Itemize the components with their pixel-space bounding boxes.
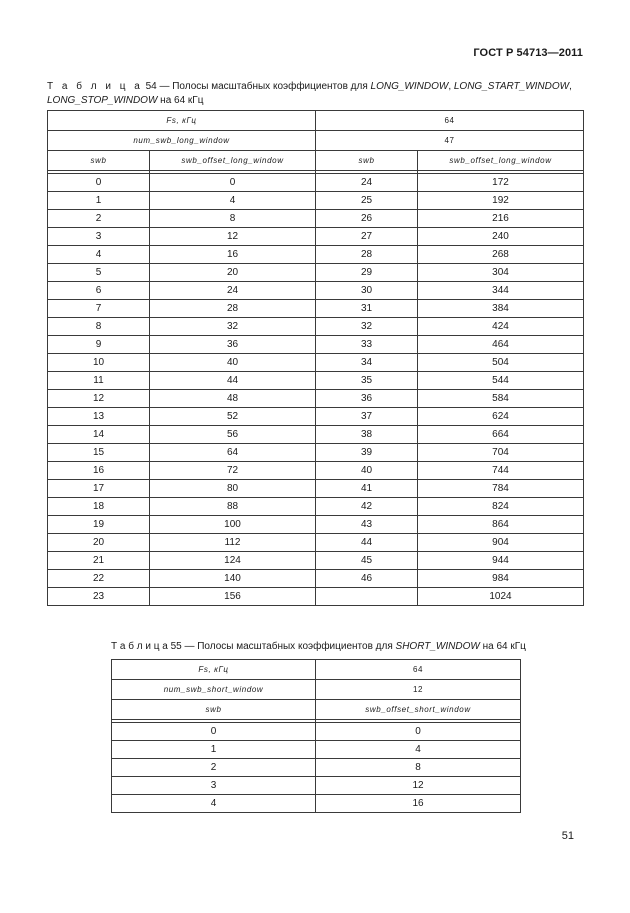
table-cell: 19 — [48, 516, 150, 534]
column-header: swb — [48, 151, 150, 171]
table-cell: 10 — [48, 354, 150, 372]
table-cell: 8 — [150, 210, 316, 228]
table-cell: 13 — [48, 408, 150, 426]
caption-separator: , — [569, 81, 572, 92]
table-cell: 12 — [48, 390, 150, 408]
table-cell: 5 — [48, 264, 150, 282]
table-cell: 16 — [150, 246, 316, 264]
table-cell: 268 — [418, 246, 584, 264]
table-cell: 12 — [150, 228, 316, 246]
table-row — [48, 426, 584, 444]
column-header: swb_offset_long_window — [418, 151, 584, 171]
table-cell: 15 — [48, 444, 150, 462]
caption-number: 55 — [170, 641, 182, 652]
table-cell: 704 — [418, 444, 584, 462]
num-swb-value: 12 — [316, 680, 521, 700]
table-cell: 18 — [48, 498, 150, 516]
table-cell: 16 — [316, 795, 521, 813]
table-cell: 344 — [418, 282, 584, 300]
column-header: swb_offset_long_window — [150, 151, 316, 171]
table-cell: 27 — [316, 228, 418, 246]
table-cell: 824 — [418, 498, 584, 516]
table-cell: 140 — [150, 570, 316, 588]
table-cell: 0 — [112, 723, 316, 741]
table-cell: 4 — [112, 795, 316, 813]
caption-text: — Полосы масштабных коэффициентов для — [156, 81, 371, 92]
num-swb-label: num_swb_long_window — [48, 131, 316, 151]
table-cell: 4 — [150, 192, 316, 210]
column-header: swb — [316, 151, 418, 171]
table-row — [48, 354, 584, 372]
standard-number: ГОСТ Р 54713—2011 — [473, 47, 583, 59]
table-54-caption — [47, 80, 583, 108]
table-cell: 192 — [418, 192, 584, 210]
table-cell: 36 — [150, 336, 316, 354]
table-cell: 984 — [418, 570, 584, 588]
table-row — [48, 192, 584, 210]
table-cell: 9 — [48, 336, 150, 354]
table-header-row — [112, 660, 521, 680]
table-54 — [47, 110, 584, 606]
table-row — [48, 372, 584, 390]
table-cell: 864 — [418, 516, 584, 534]
table-cell: 21 — [48, 552, 150, 570]
caption-text: на 64 кГц — [157, 95, 204, 106]
caption-term: LONG_STOP_WINDOW — [47, 95, 158, 106]
table-cell: 156 — [150, 588, 316, 606]
table-cell: 72 — [150, 462, 316, 480]
table-cell: 11 — [48, 372, 150, 390]
table-cell: 3 — [112, 777, 316, 795]
table-row — [112, 795, 521, 813]
caption-text: на 64 кГц — [479, 641, 526, 652]
table-row — [48, 336, 584, 354]
caption-separator: , — [448, 81, 454, 92]
fs-value: 64 — [316, 660, 521, 680]
table-55 — [111, 659, 521, 813]
table-row — [112, 759, 521, 777]
table-row — [48, 210, 584, 228]
table-cell: 12 — [316, 777, 521, 795]
table-cell: 34 — [316, 354, 418, 372]
table-cell: 28 — [150, 300, 316, 318]
table-cell: 38 — [316, 426, 418, 444]
caption-label: Т а б л и ц а — [47, 81, 143, 92]
table-cell: 46 — [316, 570, 418, 588]
table-cell: 124 — [150, 552, 316, 570]
table-row — [48, 552, 584, 570]
table-cell: 8 — [316, 759, 521, 777]
table-row — [48, 516, 584, 534]
table-cell: 504 — [418, 354, 584, 372]
table-cell: 33 — [316, 336, 418, 354]
table-row — [48, 462, 584, 480]
table-cell: 464 — [418, 336, 584, 354]
table-cell: 216 — [418, 210, 584, 228]
table-cell: 6 — [48, 282, 150, 300]
table-cell: 45 — [316, 552, 418, 570]
table-cell: 2 — [112, 759, 316, 777]
table-cell: 30 — [316, 282, 418, 300]
table-header-row — [48, 111, 584, 131]
table-cell: 304 — [418, 264, 584, 282]
table-cell: 20 — [150, 264, 316, 282]
table-cell: 24 — [150, 282, 316, 300]
table-cell: 0 — [316, 723, 521, 741]
table-row — [48, 282, 584, 300]
table-cell: 784 — [418, 480, 584, 498]
table-row — [48, 444, 584, 462]
table-cell: 88 — [150, 498, 316, 516]
table-cell: 4 — [316, 741, 521, 759]
table-cell — [316, 588, 418, 606]
table-header-row — [112, 680, 521, 700]
table-cell: 944 — [418, 552, 584, 570]
fs-label: Fs, кГц — [48, 111, 316, 131]
table-cell: 28 — [316, 246, 418, 264]
table-cell: 384 — [418, 300, 584, 318]
table-cell: 112 — [150, 534, 316, 552]
table-cell: 17 — [48, 480, 150, 498]
table-cell: 43 — [316, 516, 418, 534]
table-row — [48, 390, 584, 408]
table-row — [48, 228, 584, 246]
table-cell: 41 — [316, 480, 418, 498]
table-row — [112, 723, 521, 741]
table-cell: 100 — [150, 516, 316, 534]
column-header: swb — [112, 700, 316, 720]
table-row — [48, 246, 584, 264]
table-row — [112, 741, 521, 759]
table-cell: 22 — [48, 570, 150, 588]
table-cell: 664 — [418, 426, 584, 444]
table-cell: 4 — [48, 246, 150, 264]
table-cell: 744 — [418, 462, 584, 480]
table-cell: 39 — [316, 444, 418, 462]
table-cell: 48 — [150, 390, 316, 408]
caption-term: SHORT_WINDOW — [395, 641, 480, 652]
table-cell: 20 — [48, 534, 150, 552]
caption-number: 54 — [145, 81, 157, 92]
table-cell: 14 — [48, 426, 150, 444]
page-number: 51 — [561, 830, 574, 842]
table-cell: 172 — [418, 174, 584, 192]
table-cell: 29 — [316, 264, 418, 282]
table-row — [48, 174, 584, 192]
table-cell: 36 — [316, 390, 418, 408]
table-row — [48, 318, 584, 336]
table-55-caption — [111, 640, 541, 654]
caption-text: — Полосы масштабных коэффициентов для — [181, 641, 396, 652]
table-cell: 584 — [418, 390, 584, 408]
table-row — [48, 534, 584, 552]
table-row — [48, 498, 584, 516]
table-cell: 624 — [418, 408, 584, 426]
table-row — [48, 588, 584, 606]
table-cell: 32 — [150, 318, 316, 336]
caption-term: LONG_WINDOW — [370, 81, 449, 92]
table-cell: 37 — [316, 408, 418, 426]
table-cell: 16 — [48, 462, 150, 480]
table-cell: 52 — [150, 408, 316, 426]
table-row — [48, 480, 584, 498]
table-cell: 42 — [316, 498, 418, 516]
table-cell: 8 — [48, 318, 150, 336]
table-cell: 1024 — [418, 588, 584, 606]
table-cell: 26 — [316, 210, 418, 228]
table-cell: 7 — [48, 300, 150, 318]
table-cell: 64 — [150, 444, 316, 462]
table-cell: 240 — [418, 228, 584, 246]
table-cell: 23 — [48, 588, 150, 606]
table-row — [112, 777, 521, 795]
table-cell: 2 — [48, 210, 150, 228]
table-cell: 0 — [48, 174, 150, 192]
caption-label: Т а б л и ц а — [111, 641, 168, 652]
fs-value: 64 — [316, 111, 584, 131]
table-row — [48, 570, 584, 588]
table-cell: 1 — [48, 192, 150, 210]
fs-label: Fs, кГц — [112, 660, 316, 680]
column-header: swb_offset_short_window — [316, 700, 521, 720]
column-header-row — [112, 700, 521, 720]
table-row — [48, 300, 584, 318]
table-row — [48, 264, 584, 282]
column-header-row — [48, 151, 584, 171]
table-row — [48, 408, 584, 426]
table-cell: 40 — [150, 354, 316, 372]
table-cell: 3 — [48, 228, 150, 246]
table-cell: 31 — [316, 300, 418, 318]
table-cell: 40 — [316, 462, 418, 480]
table-cell: 44 — [316, 534, 418, 552]
table-header-row — [48, 131, 584, 151]
table-cell: 32 — [316, 318, 418, 336]
table-cell: 80 — [150, 480, 316, 498]
table-cell: 1 — [112, 741, 316, 759]
num-swb-label: num_swb_short_window — [112, 680, 316, 700]
table-cell: 904 — [418, 534, 584, 552]
table-cell: 56 — [150, 426, 316, 444]
table-cell: 544 — [418, 372, 584, 390]
table-cell: 0 — [150, 174, 316, 192]
caption-term: LONG_START_WINDOW — [453, 81, 570, 92]
table-cell: 424 — [418, 318, 584, 336]
table-cell: 35 — [316, 372, 418, 390]
table-cell: 24 — [316, 174, 418, 192]
num-swb-value: 47 — [316, 131, 584, 151]
table-cell: 25 — [316, 192, 418, 210]
table-cell: 44 — [150, 372, 316, 390]
